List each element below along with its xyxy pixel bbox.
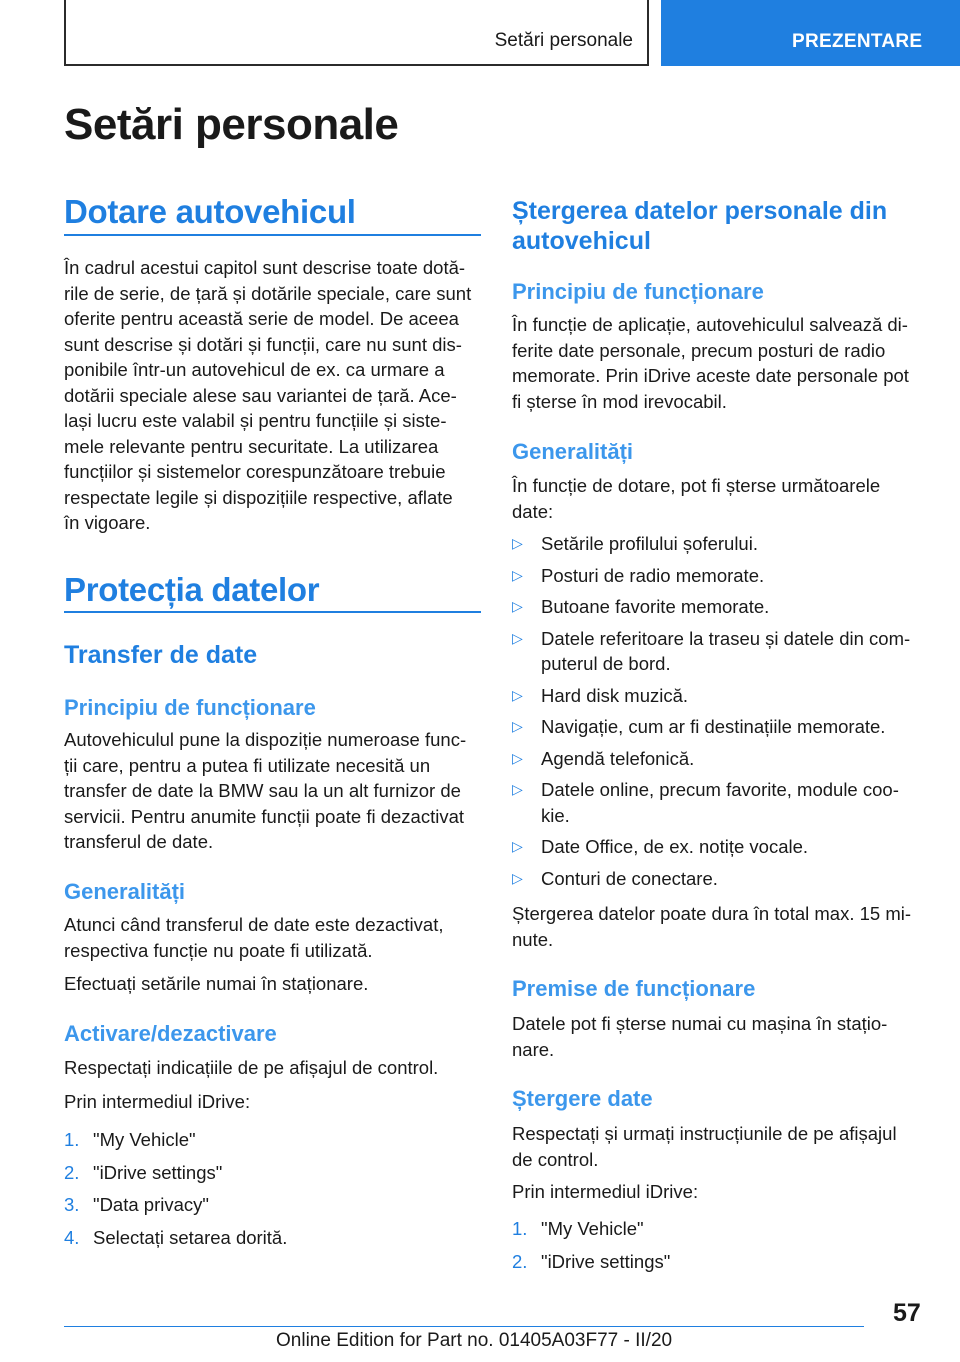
heading-principiu-de-functionare: Principiu de funcționare	[64, 695, 316, 720]
heading-transfer-de-date: Transfer de date	[64, 641, 258, 669]
list-item: ▷ Navigație, cum ar fi destinațiile memorate.	[512, 714, 910, 740]
stergere-via: Prin intermediul iDrive:	[512, 1181, 699, 1202]
triangle-bullet-icon: ▷	[512, 566, 523, 583]
triangle-bullet-icon: ▷	[512, 749, 523, 766]
list-item: 3. "Data privacy"	[64, 1194, 209, 1215]
list-item: ▷ Hard disk muzică.	[512, 683, 910, 709]
list-item: ▷ Date Office, de ex. notițe vocale.	[512, 834, 910, 860]
activare-paragraph: Respectați indicațiile de pe afișajul de control.	[64, 1057, 439, 1078]
generalitati-paragraph: Atunci când transferul de date este dezactivat, respectiva funcție nu poate fi utilizată.	[64, 914, 444, 961]
triangle-bullet-icon: ▷	[512, 781, 523, 797]
heading-activare-dezactivare: Activare/dezactivare	[64, 1021, 277, 1046]
heading-generalitati: Generalități	[512, 439, 634, 464]
generalitati-note: Efectuați setările numai în staționare.	[64, 973, 369, 994]
stergere-paragraph: Respectați și urmați instrucțiunile de pe afișajul de control.	[512, 1123, 897, 1170]
list-item: 1. "My Vehicle"	[512, 1218, 644, 1239]
principiu-paragraph: În funcție de aplicație, autovehiculul salvează di- ferite date personale, precum posturi de radio memorate. Prin iDrive aceste date personale pot fi șterse în mod irevocabil.	[512, 314, 909, 412]
list-item: ▷ Datele online, precum favorite, module coo- kie.	[512, 779, 899, 826]
triangle-bullet-icon: ▷	[512, 869, 523, 886]
triangle-bullet-icon: ▷	[512, 535, 523, 551]
activare-via: Prin intermediul iDrive:	[64, 1091, 251, 1112]
edition-footer: Online Edition for Part no. 01405A03F77 - II/20	[276, 1330, 673, 1351]
activare-steps	[64, 1127, 287, 1250]
durata-paragraph: Ștergerea datelor poate dura în total max. 15 mi- nute.	[512, 903, 911, 950]
heading-premise-de-functionare: Premise de funcționare	[512, 976, 756, 1001]
header-section-title: Setări personale	[494, 30, 633, 51]
triangle-bullet-icon: ▷	[512, 629, 523, 646]
transfer-paragraph: Autovehiculul pune la dispoziție numeroase func- ții care, pentru a putea fi utilizate necesită un transfer de date la BMW sau la un alt furnizor de servicii. Pentru anumite funcții poate fi dezactivat transferul de date.	[64, 729, 467, 852]
heading-rule	[64, 611, 481, 613]
list-item: ▷ Setările profilului șoferului.	[512, 531, 910, 557]
list-item: 4. Selectați setarea dorită.	[64, 1226, 288, 1248]
stergere-steps	[512, 1216, 670, 1274]
heading-principiu-de-functionare: Principiu de funcționare	[512, 279, 764, 304]
list-item: ▷ Datele referitoare la traseu și datele din com- puterul de bord.	[512, 627, 911, 674]
triangle-bullet-icon: ▷	[512, 838, 523, 854]
footer-rule	[64, 1326, 864, 1327]
header-section-box	[64, 0, 649, 66]
deletable-data-list	[512, 531, 910, 891]
header-chapter-title: PREZENTARE	[792, 31, 923, 52]
premise-paragraph: Datele pot fi șterse numai cu mașina în stațio- nare.	[512, 1013, 888, 1060]
page-title: Setări personale	[64, 100, 399, 149]
heading-generalitati: Generalități	[64, 879, 186, 904]
list-item: ▷ Conturi de conectare.	[512, 866, 910, 892]
triangle-bullet-icon: ▷	[512, 598, 523, 614]
heading-rule	[64, 234, 481, 236]
list-item: 2. "iDrive settings"	[64, 1161, 223, 1183]
list-item: ▷ Agendă telefonică.	[512, 746, 910, 772]
list-item: 2. "iDrive settings"	[512, 1250, 671, 1272]
list-item: 1. "My Vehicle"	[64, 1129, 196, 1150]
triangle-bullet-icon: ▷	[512, 686, 523, 703]
list-item: ▷ Butoane favorite memorate.	[512, 594, 910, 620]
triangle-bullet-icon: ▷	[512, 718, 523, 734]
generalitati-paragraph: În funcție de dotare, pot fi șterse următoarele date:	[512, 475, 881, 522]
heading-stergerea-datelor-personale: Ștergerea datelor personale din autovehicul	[512, 197, 888, 255]
list-item: ▷ Posturi de radio memorate.	[512, 563, 910, 589]
heading-dotare-autovehicul: Dotare autovehicul	[64, 193, 356, 230]
heading-protectia-datelor: Protecția datelor	[64, 571, 320, 608]
header-chapter-tab	[661, 0, 960, 66]
heading-stergere-date: Ștergere date	[512, 1086, 653, 1111]
page-number: 57	[893, 1299, 921, 1327]
dotare-paragraph: În cadrul acestui capitol sunt descrise toate dotă- rile de serie, de țară și dotările speciale, care sunt oferite pentru această serie de model. De aceea sunt descrise și dotări și funcții, care nu sunt dis- ponibile într-un autovehicul de ex. ca urmare a dotării speciale alese sau variantei de țară. Ace- lași lucru este valabil și pentru funcțiile și siste- mele relevante pentru securitate. La utilizarea funcțiilor și sistemelor corespunzătoare trebuie respectate legile și dispozițiile respective, aflate în vigoare.	[64, 257, 472, 533]
